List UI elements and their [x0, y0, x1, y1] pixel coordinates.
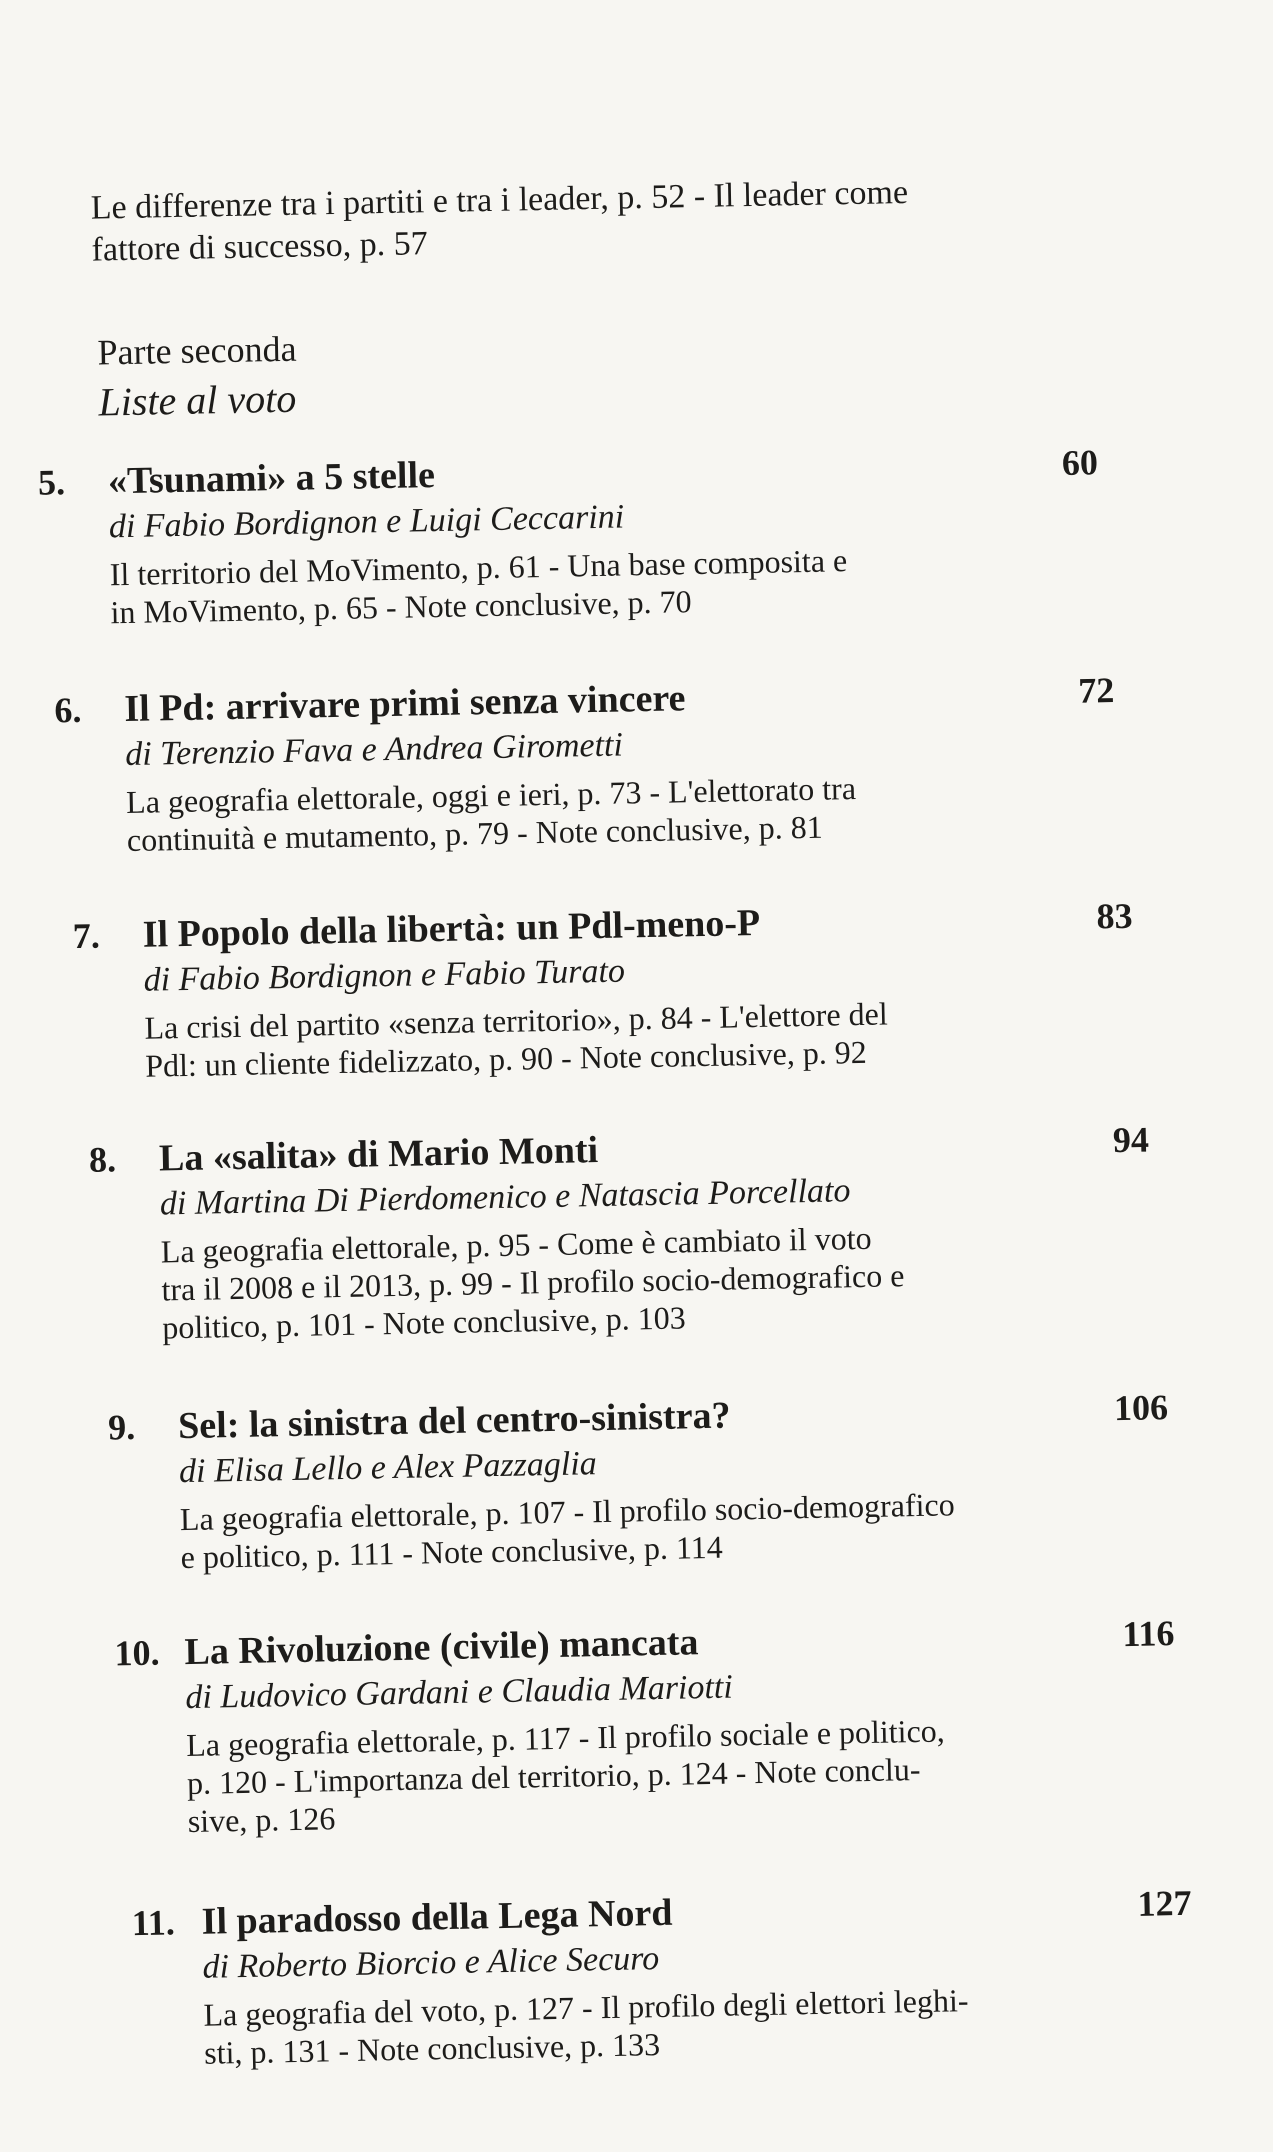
description-line: e politico, p. 111 - Note conclusive, p. 114 [180, 1528, 724, 1576]
description-line: in MoVimento, p. 65 - Note conclusive, p. 70 [110, 583, 692, 631]
chapter-authors: di Elisa Lello e Alex Pazzaglia [178, 1445, 598, 1491]
description-line: La geografia elettorale, oggi e ieri, p. 73 - L'elettorato tra [125, 770, 857, 821]
chapter-body [184, 1611, 1068, 1840]
chapter-page-number: 116 [1121, 1613, 1175, 1655]
part-heading [97, 324, 298, 428]
chapter-description [186, 1709, 1068, 1840]
chapter-body [159, 1118, 1043, 1347]
chapter-authors: di Roberto Biorcio e Alice Securo [202, 1940, 660, 1986]
chapter-title: La Rivoluzione (civile) mancata [184, 1621, 699, 1674]
toc-entry [131, 1878, 1235, 2119]
toc-entry [108, 1382, 1212, 1623]
part-label: Parte seconda [97, 328, 297, 373]
chapter-authors: di Ludovico Gardani e Claudia Mariotti [185, 1668, 734, 1717]
chapter-page-number: 94 [1112, 1119, 1150, 1161]
chapter-description [160, 1216, 1042, 1347]
toc-entry [114, 1608, 1218, 1849]
description-line: Pdl: un cliente fidelizzato, p. 90 - Note conclusive, p. 92 [144, 1033, 868, 1084]
description-line: La geografia del voto, p. 127 - Il profilo degli elettori leghi- [203, 1982, 969, 2033]
description-line: sti, p. 131 - Note conclusive, p. 133 [203, 2026, 661, 2071]
description-line: La crisi del partito «senza territorio», p. 84 - L'elettore del [144, 995, 889, 1046]
chapter-body [201, 1881, 1084, 2072]
chapter-page-number: 60 [1061, 442, 1099, 484]
chapter-authors: di Martina Di Pierdomenico e Natascia Porcellato [159, 1172, 851, 1223]
intro-line: fattore di successo, p. 57 [91, 225, 429, 269]
description-line: sive, p. 126 [187, 1800, 336, 1840]
chapter-description [126, 766, 1007, 859]
chapter-number: 10. [114, 1632, 160, 1674]
chapter-page-number: 83 [1096, 895, 1133, 937]
toc-entry [54, 665, 1158, 906]
toc-entry [72, 891, 1176, 1132]
chapter-description [144, 992, 1025, 1085]
intro-text [90, 169, 1051, 271]
chapter-number: 5. [37, 462, 66, 503]
chapter-number: 7. [72, 915, 101, 957]
chapter-title: La «salita» di Mario Monti [158, 1129, 599, 1180]
description-line: Il territorio del MoVimento, p. 61 - Una base composita e [109, 542, 848, 593]
chapter-authors: di Fabio Bordignon e Luigi Ceccarini [108, 498, 625, 546]
part-title: Liste al voto [98, 375, 297, 425]
chapter-authors: di Terenzio Fava e Andrea Girometti [124, 726, 624, 774]
description-line: p. 120 - L'importanza del territorio, p. 124 - Note conclu- [186, 1750, 921, 1802]
chapter-title: Il paradosso della Lega Nord [201, 1891, 673, 1943]
chapter-number: 9. [107, 1406, 136, 1448]
description-line: La geografia elettorale, p. 107 - Il profilo socio-demografico [179, 1486, 955, 1538]
chapter-number: 11. [131, 1902, 176, 1944]
toc-entry [38, 438, 1142, 679]
chapter-title: Il Pd: arrivare primi senza vincere [124, 677, 686, 731]
chapter-title: «Tsunami» a 5 stelle [107, 454, 436, 503]
description-line: politico, p. 101 - Note conclusive, p. 103 [161, 1299, 687, 1346]
chapter-description [180, 1483, 1061, 1576]
chapter-number: 6. [54, 689, 82, 731]
chapter-body [108, 440, 991, 631]
description-line: La geografia elettorale, p. 117 - Il profilo sociale e politico, [185, 1712, 946, 1764]
description-line: La geografia elettorale, p. 95 - Come è cambiato il voto [160, 1219, 872, 1270]
chapter-page-number: 72 [1077, 670, 1115, 711]
description-line: tra il 2008 e il 2013, p. 99 - Il profilo socio-demografico e [161, 1257, 905, 1308]
chapter-description [109, 538, 990, 631]
intro-line: Le differenze tra i partiti e tra i leader, p. 52 - Il leader come [90, 173, 909, 227]
chapter-number: 8. [88, 1139, 117, 1180]
description-line: continuità e mutamento, p. 79 - Note conclusive, p. 81 [126, 808, 823, 859]
chapter-authors: di Fabio Bordignon e Fabio Turato [143, 952, 626, 999]
chapter-page-number: 106 [1113, 1387, 1169, 1429]
chapter-title: Sel: la sinistra del centro-sinistra? [177, 1394, 731, 1448]
chapter-body [178, 1385, 1061, 1576]
toc-entry [89, 1115, 1193, 1356]
chapter-title: Il Popolo della libertà: un Pdl-meno-P [142, 901, 761, 956]
chapter-description [203, 1979, 1084, 2072]
chapter-page-number: 127 [1137, 1882, 1192, 1924]
chapter-body [142, 894, 1025, 1085]
chapter-body [124, 668, 1007, 859]
